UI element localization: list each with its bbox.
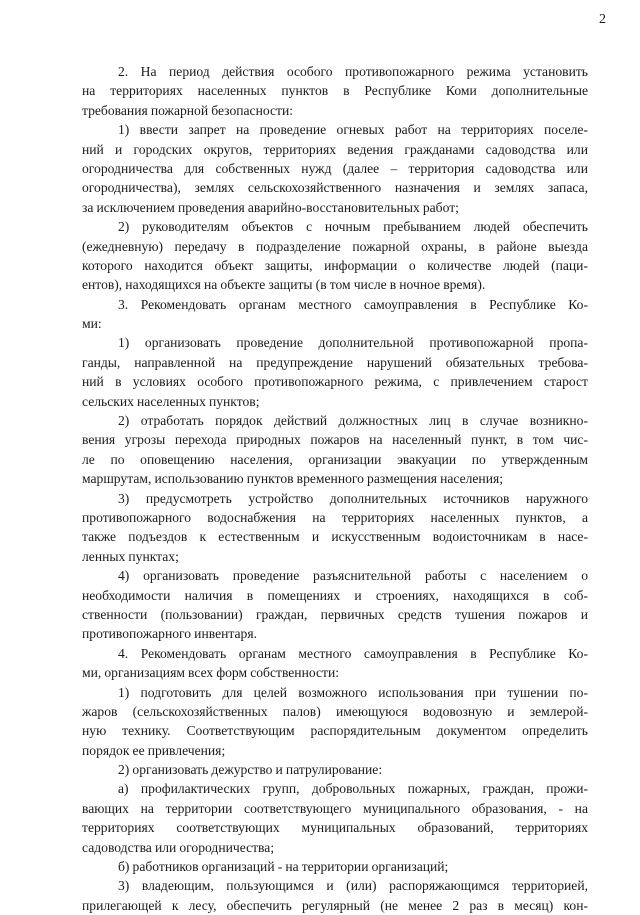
text-line: 1) организовать проведение дополнительной противопожарной пропа-: [118, 335, 588, 351]
text-line: ственности (пользовании) граждан, первичных средств тушения пожаров и: [82, 606, 588, 622]
text-line: необходимости наличия в помещениях и строениях, находящихся в соб-: [82, 587, 588, 603]
text-line: маршрутам, использованию пунктов временного размещения населения;: [82, 471, 504, 487]
text-line: порядок ее привлечения;: [82, 742, 226, 758]
text-line: ми, организациям всех форм собственности:: [82, 665, 340, 681]
text-line: ную технику. Соответствующим распорядительным документом определить: [82, 723, 588, 739]
text-line: также подъездов к естественным и искусственным водоисточникам в насе-: [82, 529, 588, 545]
text-line: ганды, направленной на предупреждение нарушений обязательных требова-: [82, 354, 588, 370]
text-line: ний в условиях особого противопожарного режима, с привлечением старост: [82, 374, 588, 390]
text-line: 2) отработать порядок действий должностных лиц в случае возникно-: [118, 413, 588, 429]
text-line: 1) подготовить для целей возможного использования при тушении по-: [118, 684, 588, 700]
text-line: садоводства или огородничества;: [82, 839, 275, 855]
text-line: огородничества для собственных нужд (далее – территория садоводства или: [82, 160, 588, 176]
text-line: ний и городских округов, территориях ведения гражданами садоводства или: [82, 141, 588, 157]
text-line: противопожарного инвентаря.: [82, 626, 257, 642]
text-line: 2. На период действия особого противопожарного режима установить: [118, 64, 588, 79]
text-line: (ежедневную) передачу в подразделение пожарной охраны, в районе выезда: [82, 238, 588, 254]
text-line: 3. Рекомендовать органам местного самоуправления в Республике Ко-: [118, 296, 588, 312]
text-line: ми:: [82, 316, 102, 332]
text-line: вения угрозы перехода природных пожаров на населенный пункт, в том чис-: [82, 432, 588, 448]
text-line: 2) организовать дежурство и патрулирование:: [118, 762, 383, 778]
text-line: противопожарного водоснабжения на территориях населенных пунктов, а: [82, 509, 588, 525]
text-line: на территориях населенных пунктов в Республике Коми дополнительные: [82, 83, 588, 99]
text-line: которого находится объект защиты, информации о количестве людей (паци-: [82, 257, 588, 273]
text-line: 4. Рекомендовать органам местного самоуправления в Республике Ко-: [118, 645, 588, 661]
text-line: 2) руководителям объектов с ночным пребыванием людей обеспечить: [118, 219, 588, 235]
text-line: сельских населенных пунктов;: [82, 393, 260, 409]
text-line: территориях соответствующих муниципальных образований, территориях: [82, 820, 588, 836]
text-line: требования пожарной безопасности:: [82, 102, 294, 118]
page-number: 2: [599, 12, 606, 27]
text-line: ленных пунктах;: [82, 548, 179, 564]
text-line: прилегающей к лесу, обеспечить регулярный (не менее 2 раз в месяц) кон-: [82, 897, 588, 913]
document-body: [82, 62, 588, 915]
text-line: б) работников организаций - на территории организаций;: [118, 859, 449, 875]
text-line: 3) предусмотреть устройство дополнительных источников наружного: [118, 490, 588, 506]
text-line: 1) ввести запрет на проведение огневых работ на территориях поселе-: [118, 122, 588, 138]
text-line: 4) организовать проведение разъяснительной работы с населением о: [118, 568, 588, 584]
text-line: жаров (сельскохозяйственных палов) имеющуюся водовозную и землерой-: [82, 703, 588, 719]
text-line: ентов), находящихся на объекте защиты (в том числе в ночное время).: [82, 277, 486, 293]
text-line: за исключением проведения аварийно-восстановительных работ;: [82, 199, 459, 215]
text-line: вающих на территории соответствующего муниципального образования, - на: [82, 800, 588, 816]
text-line: ле по оповещению населения, организации эвакуации по утвержденным: [82, 451, 588, 467]
text-line: огородничества), землях сельскохозяйственного назначения и землях запаса,: [82, 180, 588, 196]
text-line: а) профилактических групп, добровольных пожарных, граждан, прожи-: [118, 781, 588, 797]
text-line: 3) владеющим, пользующимся и (или) распоряжающимся территорией,: [118, 878, 588, 894]
